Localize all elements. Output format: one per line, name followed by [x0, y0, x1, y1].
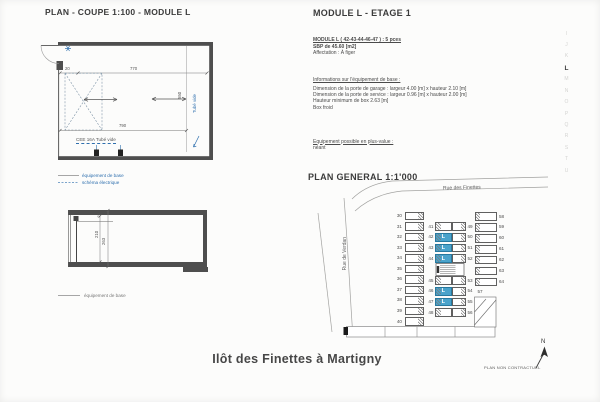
stall-number: 47 — [428, 298, 434, 304]
parking-stall — [405, 286, 424, 295]
parking-stall — [405, 254, 424, 263]
stall-number: 31 — [396, 223, 402, 229]
legend-base-section-label: équipement de base — [84, 292, 126, 298]
parking-stall — [435, 308, 452, 317]
parking-stall-module — [435, 254, 452, 263]
parking-stall — [452, 254, 467, 263]
garage-door-hatch — [418, 276, 423, 283]
outlet-symbol — [94, 150, 99, 157]
equipment-info-line: Hauteur minimum de box 2.63 [m] — [313, 98, 389, 105]
stall-number: 52 — [467, 255, 473, 261]
stall-number: 32 — [396, 234, 402, 240]
module-sbp: SBP de 45.60 [m2] — [313, 43, 357, 50]
parking-stall — [452, 233, 467, 242]
stall-number: 35 — [396, 265, 402, 271]
garage-door-hatch — [461, 299, 466, 306]
stall-number: 55 — [467, 298, 473, 304]
stall-number: 60 — [499, 235, 505, 241]
section-drawing — [68, 209, 208, 272]
garage-door-hatch — [476, 279, 481, 286]
garage-door-hatch — [461, 223, 466, 230]
stall-number: 53 — [467, 277, 473, 283]
cee-label: CEE 16A Tubé vide — [76, 137, 116, 142]
parking-stall — [475, 223, 497, 232]
parking-stall — [475, 234, 497, 243]
garage-door-hatch — [461, 234, 466, 241]
parking-stall — [435, 222, 452, 231]
outlet-symbol — [118, 150, 123, 157]
garage-door-hatch — [461, 245, 466, 252]
garage-door-hatch — [418, 213, 423, 220]
garage-door-hatch — [476, 235, 481, 242]
module-index-letter: J — [565, 41, 568, 48]
garage-door-hatch — [476, 224, 481, 231]
parking-stall — [452, 287, 467, 296]
module-letter: L — [441, 255, 445, 262]
stall-number: 34 — [396, 255, 402, 261]
stall-number: 61 — [499, 246, 505, 252]
parking-stall — [475, 245, 497, 254]
module-index-letter: I — [565, 30, 568, 37]
left-plan-title: PLAN - COUPE 1:100 - MODULE L — [45, 7, 191, 17]
module-index-letter-active: L — [564, 64, 569, 72]
stall-number: 37 — [396, 286, 402, 292]
road-label-finettes: Rue des Finettes — [442, 184, 481, 192]
garage-door-hatch — [461, 309, 466, 316]
parking-stall — [405, 307, 424, 316]
equipment-info-list — [313, 86, 467, 112]
parking-stall — [475, 212, 497, 221]
stair-core — [436, 264, 464, 276]
site-roads — [318, 177, 548, 332]
garage-door-hatch — [418, 223, 423, 230]
parking-stall — [452, 222, 467, 231]
garage-door-hatch — [418, 308, 423, 315]
module-index-letter: O — [564, 99, 569, 106]
parking-stall — [405, 317, 424, 326]
parking-stall — [452, 298, 467, 307]
module-index-letter: T — [564, 156, 569, 163]
dim-label-790: 790 — [119, 123, 127, 128]
dim-label-22: 22 — [95, 213, 101, 218]
disclaimer-text: PLAN NON CONTRACTUEL — [484, 365, 541, 370]
stall-number: 57 — [477, 289, 483, 294]
parking-stall — [405, 222, 424, 231]
parking-stall — [452, 244, 467, 253]
tube-vide-label: Tubé vide — [191, 94, 197, 114]
garage-door-hatch — [418, 266, 423, 273]
plus-value-text: néant — [313, 145, 326, 151]
door-swing-arc — [41, 46, 59, 64]
garage-door-hatch — [436, 223, 441, 230]
parking-stall-module — [435, 298, 452, 307]
parking-stall-module — [435, 233, 452, 242]
parking-stall — [435, 276, 452, 285]
garage-door-hatch — [418, 234, 423, 241]
parking-stall — [452, 276, 467, 285]
sheet-title: Ilôt des Finettes à Martigny — [212, 352, 382, 366]
module-letter: L — [441, 298, 445, 305]
garage-door-hatch — [418, 318, 423, 325]
stall-number: 50 — [467, 234, 473, 240]
garage-door-hatch — [436, 309, 441, 316]
stall-number: 46 — [428, 288, 434, 294]
garage-door-hatch — [476, 213, 481, 220]
parking-stall — [405, 233, 424, 242]
ramp-57 — [475, 297, 497, 327]
plus-value-header: Equipement possible en plus-value : — [313, 138, 394, 145]
module-index-letter: Q — [564, 122, 569, 128]
stall-number: 30 — [396, 213, 402, 218]
stall-number: 59 — [499, 224, 505, 230]
parking-stall — [475, 256, 497, 265]
module-index-letter: K — [564, 53, 569, 60]
stall-number: 63 — [499, 268, 505, 273]
parking-stall — [475, 278, 497, 287]
garage-door-hatch — [476, 246, 481, 253]
interior-dimension-arrows — [84, 97, 186, 101]
garage-door-hatch — [461, 255, 466, 262]
stall-number: 54 — [467, 288, 473, 294]
module-affectation: Affectation : À figer — [313, 49, 356, 56]
stall-number: 49 — [467, 223, 473, 229]
dim-label-770: 770 — [130, 65, 138, 71]
door-jamb — [57, 61, 64, 70]
legend-base-label: équipement de base — [82, 172, 124, 178]
module-letter: L — [441, 244, 445, 251]
garage-door-hatch — [461, 277, 466, 284]
dim-label-20: 20 — [65, 65, 70, 71]
equipment-info-line: Box froid — [313, 104, 333, 111]
conduit-arrow — [194, 136, 200, 147]
stall-number: 45 — [428, 277, 434, 283]
parking-stall — [405, 296, 424, 305]
stall-number: 41 — [428, 223, 434, 229]
stall-number: 33 — [396, 244, 402, 250]
module-index-letter: P — [564, 110, 569, 117]
module-letter: L — [441, 288, 445, 295]
module-designation: MODULE L ( 42-43-44-46-47 ) : 5 pces — [313, 37, 401, 43]
stall-number: 51 — [467, 244, 473, 250]
stall-number: 38 — [396, 297, 402, 303]
stall-number: 64 — [499, 278, 505, 284]
stall-number: 40 — [396, 318, 402, 324]
parking-stall — [405, 275, 424, 284]
parking-stall — [452, 308, 467, 317]
floor-plan-drawing — [41, 42, 213, 160]
parking-stall — [405, 265, 424, 274]
module-index-letter: R — [564, 133, 569, 140]
stall-number: 36 — [396, 276, 402, 282]
module-letter: L — [441, 234, 445, 241]
parking-stall-module — [435, 244, 452, 253]
module-index — [562, 29, 571, 178]
garage-door-hatch — [418, 255, 423, 262]
stall-number: 44 — [428, 255, 434, 261]
equipment-info-line: Dimension de la porte de service : largeur 0.96 [m] x hauteur 2.00 [m] — [313, 91, 467, 98]
equipment-info-header: Informations sur l'équipement de base : — [313, 77, 401, 83]
dim-label-210: 210 — [94, 230, 100, 239]
ventilation-icon — [65, 46, 71, 51]
parking-stall — [405, 212, 424, 221]
module-index-letter: N — [564, 87, 569, 94]
stall-number: 43 — [428, 244, 434, 250]
legend-electric-label: schéma électrique — [82, 179, 120, 185]
garage-door-hatch — [418, 287, 423, 294]
garage-door-hatch — [476, 257, 481, 264]
stall-number: 62 — [499, 257, 505, 263]
parking-stall-module — [435, 287, 452, 296]
stall-number: 58 — [499, 213, 505, 219]
stall-number: 48 — [428, 309, 434, 315]
stall-number: 56 — [467, 309, 473, 315]
parking-stall — [405, 243, 424, 252]
dim-label-550: 550 — [177, 91, 183, 100]
garage-door-hatch — [418, 244, 423, 251]
garage-door-hatch — [461, 288, 466, 295]
plan-general-title: PLAN GENERAL 1:1'000 — [308, 171, 418, 182]
dim-label-263: 263 — [101, 237, 107, 246]
road-label-verdan: Rue de Verdan — [342, 237, 348, 271]
garage-door-zone — [65, 73, 102, 130]
right-plan-title: MODULE L - ETAGE 1 — [313, 8, 412, 18]
garage-door-hatch — [476, 268, 481, 275]
garage-door-hatch — [436, 277, 441, 284]
module-index-letter: M — [564, 76, 569, 83]
stall-number: 42 — [428, 234, 434, 240]
module-index-letter: U — [564, 167, 569, 174]
garage-door-hatch — [418, 297, 423, 304]
equipment-info-line: Dimension de la porte de garage : largeur 4.00 [m] x hauteur 2.10 [m] — [313, 85, 467, 92]
stall-number: 39 — [396, 307, 402, 313]
parking-stall — [475, 267, 497, 276]
module-index-letter: S — [564, 144, 569, 151]
north-label: N — [541, 339, 546, 345]
